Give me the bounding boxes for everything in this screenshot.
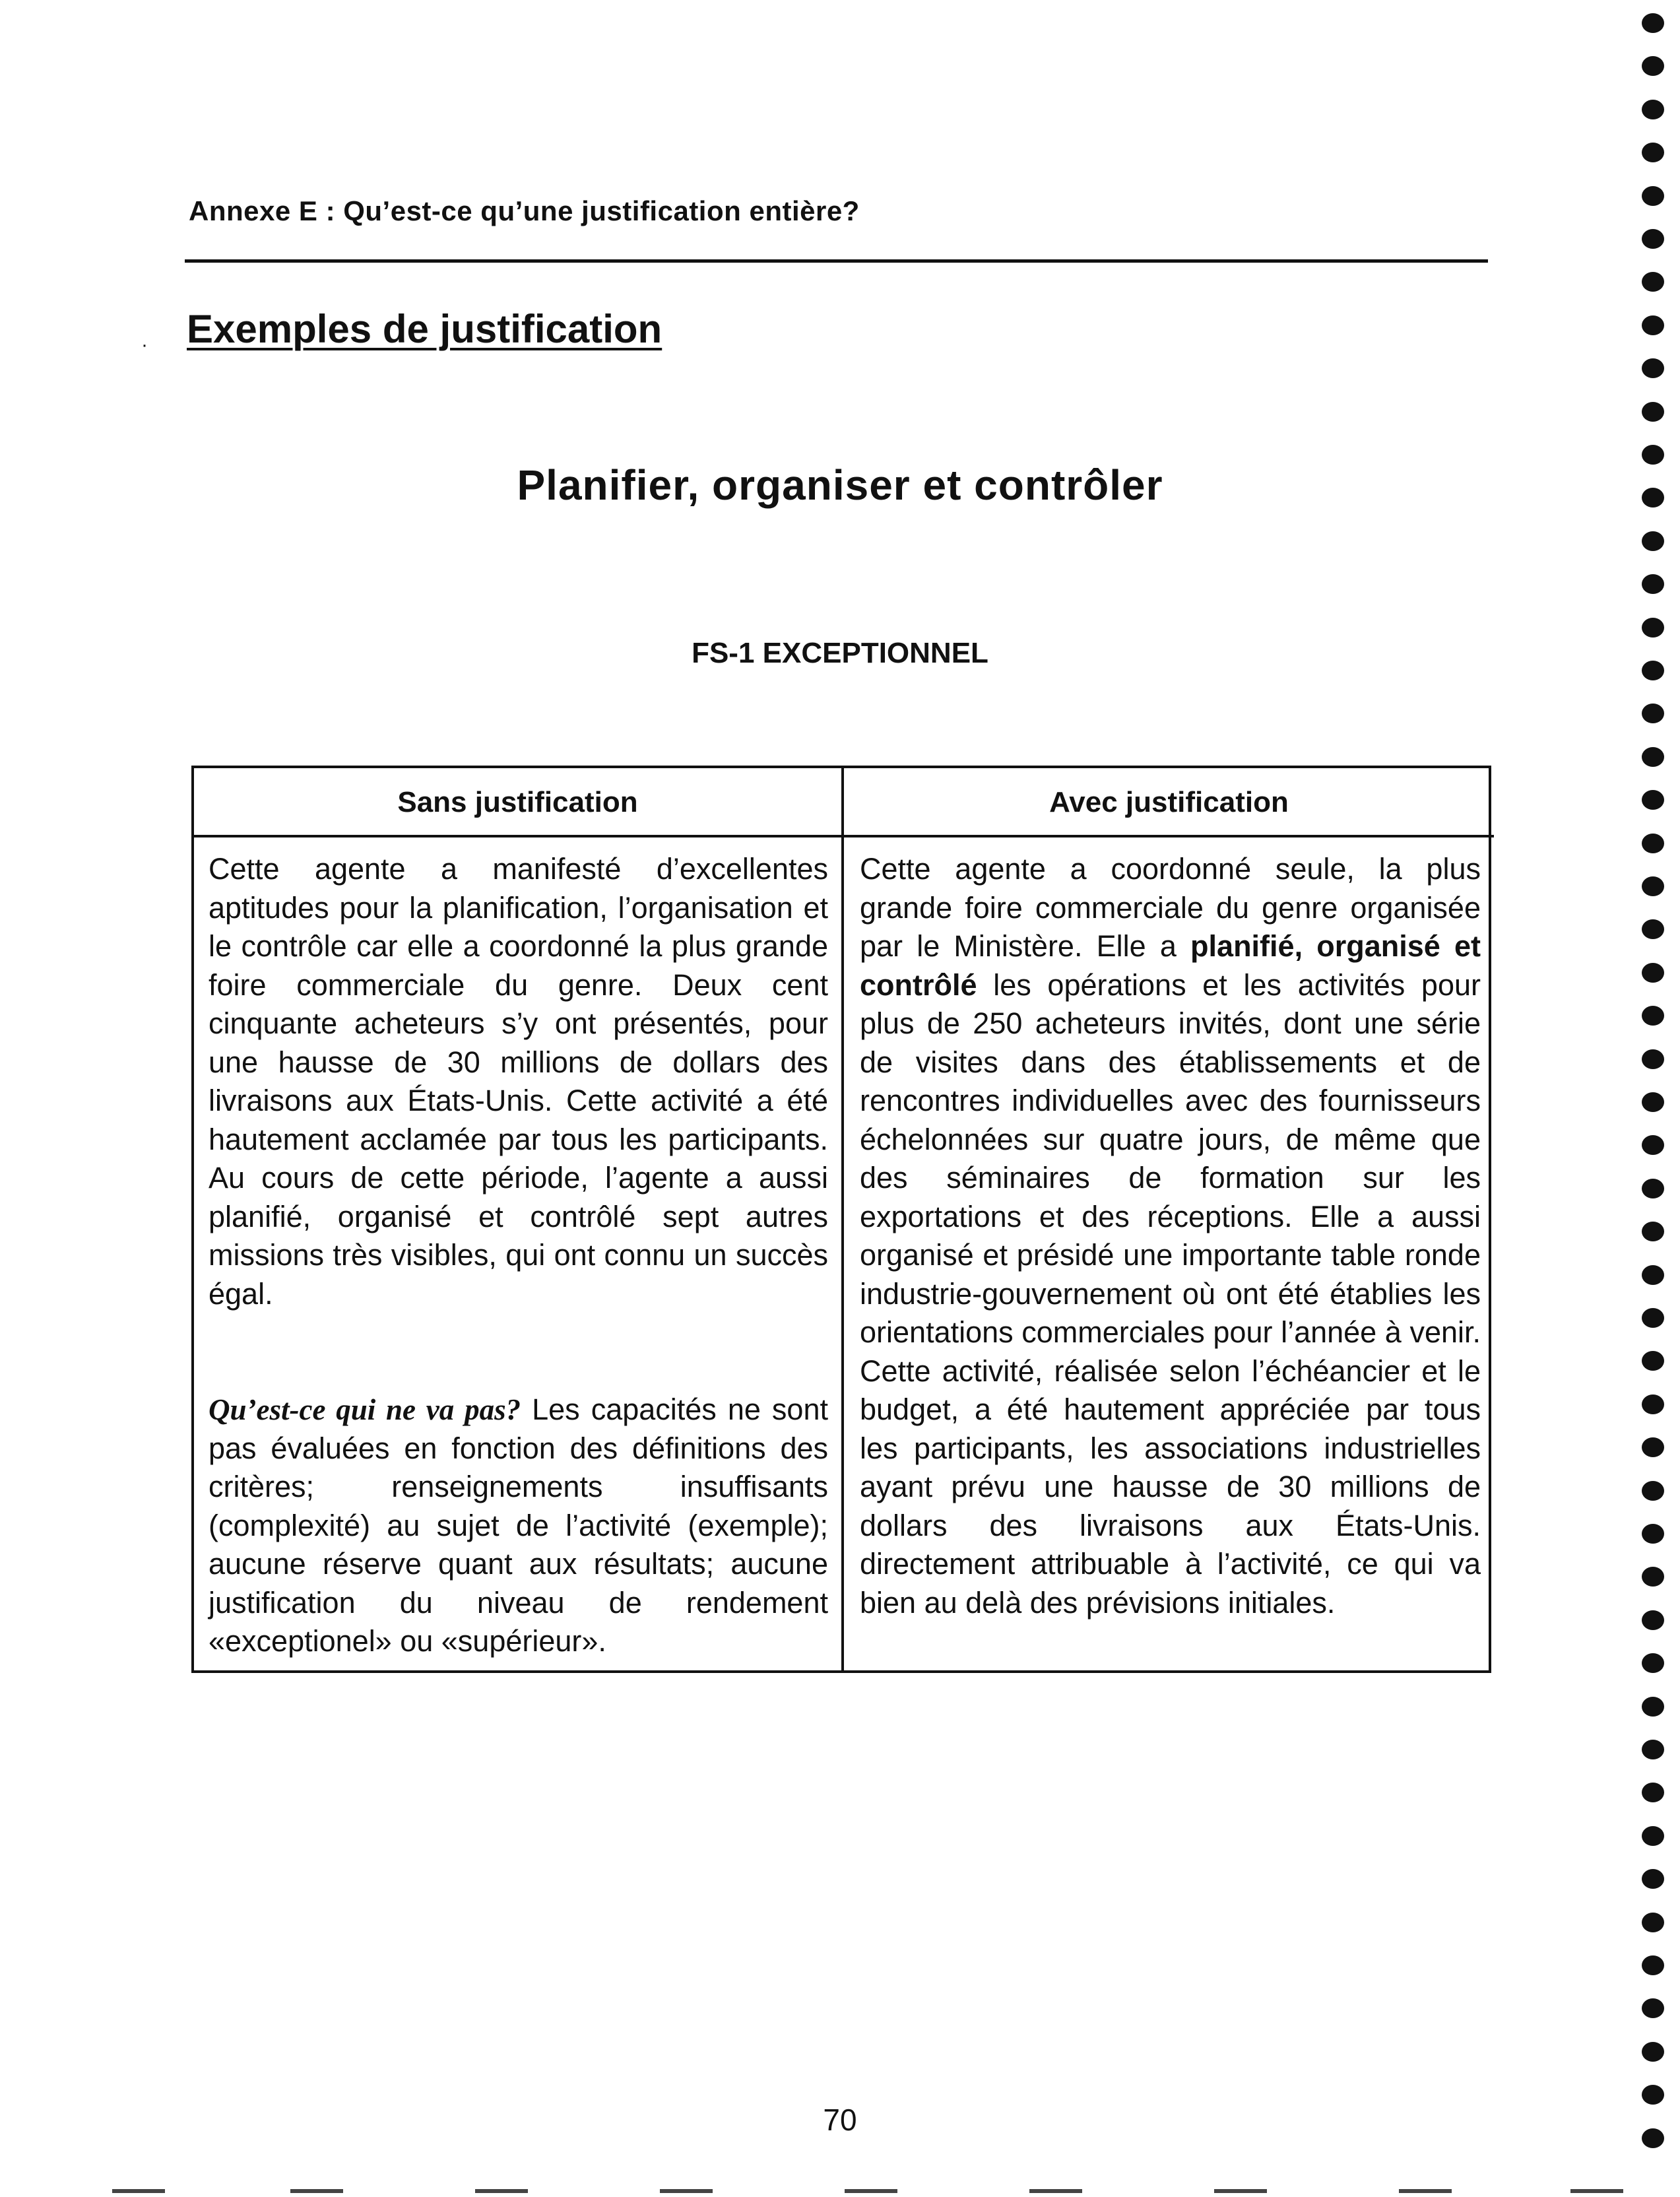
binding-hole [1642,13,1664,33]
edge-mark [475,2189,528,2193]
binding-hole [1642,1913,1664,1932]
rating-subtitle: FS-1 EXCEPTIONNEL [692,637,988,669]
binding-hole [1642,1394,1664,1414]
binding-hole [1642,315,1664,335]
binding-hole [1642,1179,1664,1198]
binding-hole [1642,747,1664,767]
edge-mark [1214,2189,1267,2193]
edge-mark [1029,2189,1082,2193]
critique-text: Les capacités ne sont pas évaluées en fonction des définitions des critères; renseignements insuffisants (complexité) au sujet de l’activité (exemple); aucune réserve quant aux résultats; aucune justification du niveau de rendement «exceptionel» ou «supérieur». [209,1393,828,1658]
binding-hole [1642,186,1664,206]
binding-hole [1642,919,1664,939]
example-paragraph: Cette agente a manifesté d’excellentes aptitudes pour la planification, l’organisation et le contrôle car elle a coordonné la plus grande foire commerciale du genre. Deux cent cinquante acheteurs s’y ont présentés, pour une hausse de 30 millions de dollars des livraisons aux États-Unis. Cette activité a été hautement acclamée par tous les participants. Au cours de cette période, l’agente a aussi planifié, organisé et contrôlé sept autres missions très visibles, qui ont connu un succès égal. [209,852,828,1311]
binding-hole [1642,1481,1664,1501]
binding-hole [1642,1955,1664,1975]
binding-hole [1642,1783,1664,1802]
page-title: Planifier, organiser et contrôler [517,461,1163,509]
annex-header: Annexe E : Qu’est-ce qu’une justification entière? [189,195,860,226]
critique-paragraph [209,1391,828,1661]
justified-text-start: Cette agente a coordonné seule, la plus grande foire commerciale du genre organisée par le Ministère. Elle a [860,852,1481,963]
binding-hole [1642,100,1664,119]
binding-hole [1642,56,1664,76]
justification-table [191,766,1491,1673]
binding-hole [1642,1006,1664,1026]
justified-bold-text: planifié, organisé et contrôlé [860,929,1481,1002]
binding-hole [1642,1092,1664,1112]
binding-holes [1642,13,1665,2197]
binding-hole [1642,531,1664,551]
edge-mark [290,2189,343,2193]
binding-hole [1642,1610,1664,1630]
binding-hole [1642,488,1664,508]
binding-hole [1642,1869,1664,1889]
bottom-edge-marks [0,2189,1680,2197]
binding-hole [1642,2128,1664,2148]
binding-hole [1642,402,1664,422]
binding-hole [1642,876,1664,896]
edge-mark [845,2189,897,2193]
binding-hole [1642,661,1664,680]
binding-hole [1642,1308,1664,1328]
header-rule [185,259,1488,263]
column-header-with: Avec justification [844,768,1494,837]
margin-dot: · [141,334,148,356]
column-header-without: Sans justification [194,768,844,837]
binding-hole [1642,358,1664,378]
binding-hole [1642,2085,1664,2105]
binding-hole [1642,2042,1664,2062]
binding-hole [1642,834,1664,853]
section-title: Exemples de justification [187,307,662,351]
binding-hole [1642,1265,1664,1285]
binding-hole [1642,704,1664,723]
binding-hole [1642,143,1664,162]
binding-hole [1642,1049,1664,1069]
critique-label: Qu’est-ce qui ne va pas? [209,1393,521,1426]
binding-hole [1642,574,1664,594]
binding-hole [1642,1653,1664,1673]
edge-mark [112,2189,165,2193]
binding-hole [1642,445,1664,465]
binding-hole [1642,790,1664,810]
edge-mark [660,2189,713,2193]
binding-hole [1642,963,1664,983]
binding-hole [1642,1135,1664,1155]
edge-mark [1570,2189,1623,2193]
binding-hole [1642,272,1664,292]
binding-hole [1642,1567,1664,1587]
binding-hole [1642,1524,1664,1544]
binding-hole [1642,1437,1664,1457]
binding-hole [1642,1697,1664,1717]
binding-hole [1642,1998,1664,2018]
binding-hole [1642,1351,1664,1371]
justified-paragraph [860,850,1481,1622]
binding-hole [1642,229,1664,249]
binding-hole [1642,1826,1664,1846]
edge-mark [1399,2189,1452,2193]
binding-hole [1642,618,1664,638]
cell-without-justification [194,837,844,1670]
cell-with-justification [844,837,1494,1670]
page-number: 70 [823,2103,857,2137]
justified-text-end: les opérations et les activités pour plus de 250 acheteurs invités, dont une série de visites dans des établissements et de rencontres individuelles avec des fournisseurs échelonnées sur quatre jours, de même que des séminaires de formation sur les exportations et des réceptions. Elle a aussi organisé et présidé une importante table ronde industrie-gouvernement où ont été établies les orientations commerciales pour l’année à venir. Cette activité, réalisée selon l’échéancier et le budget, a été hautement appréciée par tous les participants, les associations industrielles ayant prévu une hausse de 30 millions de dollars des livraisons aux États-Unis. directement attribuable à l’activité, ce qui va bien au delà des prévisions initiales. [860,967,1481,1620]
binding-hole [1642,1222,1664,1241]
binding-hole [1642,1740,1664,1759]
